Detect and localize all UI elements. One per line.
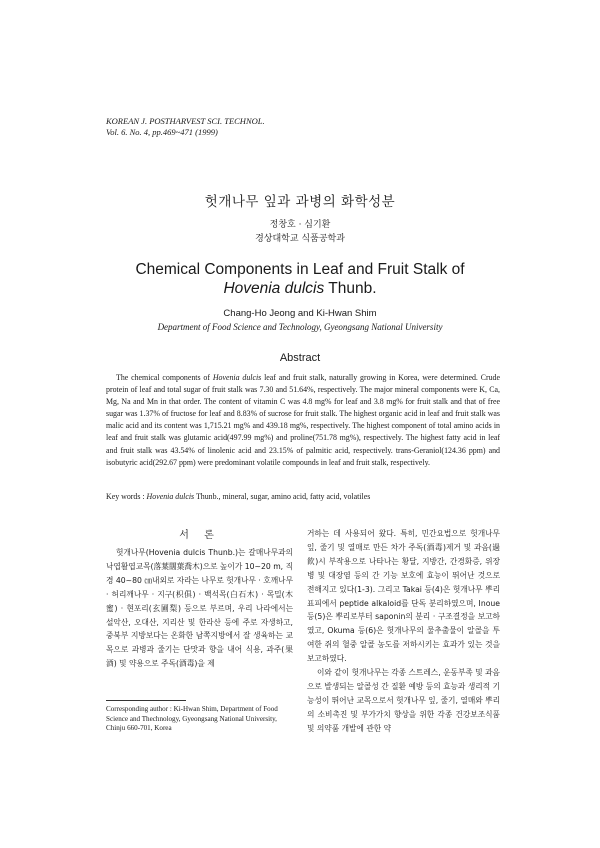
intro-paragraph-2: 이와 같이 헛개나무는 각종 스트레스, 운동부족 및 과음으로 발생되는 알콜성 간 질환 예방 등의 효능과 생리적 기능성이 뛰어난 교목으로서 헛개나무 잎, 줄기, 열매와 뿌리의 소비촉진 및 부가가치 향상을 위한 각종 건강보조식품 및 의약품 개발에 관한 약: [307, 668, 500, 733]
korean-title: 헛개나무 잎과 과병의 화학성분: [204, 194, 396, 210]
journal-volume: Vol. 6. No. 4, pp.469~471 (1999): [106, 127, 218, 137]
korean-affiliation: 경상대학교 식품공학과: [255, 234, 345, 244]
abstract-text-rest: leaf and fruit stalk, naturally growing in Korea, were determined. Crude protein of leaf and total sugar of fruit stalk was 7.30 and 51.64%, respectively. The major mineral components were K, Ca, Mg, Na and Mn in that order. The content of vitamin C was 4.8 mg% for leaf and 3.8 mg% for fruit stalk and that of free sugar was 1.37% of fructose for leaf and 8.83% of sucrose for fruit stalk. The highest organic acid in leaf and fruit stalk was malic acid and its content was 1,715.21 mg% and 439.18 mg%, respectively. The highest component of total amino acids in leaf and fruit stalk was glutamic acid(497.99 mg%) and proline(751.78 mg%), respectively. The highest fatty acid in leaf and fruit stalk was 43.54% of linolenic acid and 23.15% of palmitic acid, respectively. trans-Geraniol(124.36 ppm) and isobutyric acid(292.67 ppm) were predominant volatile compounds in leaf and fruit stalk, respectively.: [106, 373, 500, 467]
english-title: [0, 260, 600, 298]
keywords-label: Key words :: [106, 492, 147, 501]
intro-paragraph-1: 헛개나무(Hovenia dulcis Thunb.)는 갈매나무과의 낙엽활엽교목(落葉闊葉喬木)으로 높이가 10~20 m, 직경 40~80 ㎝내외로 자라는 나무로 헛개나무 · 호깨나무 · 허리깨나무 · 지구(枳俱) · 백석목(白石木) · 목밀(木蜜) · 현포리(玄圃梨) 등으로 부르며, 우리 나라에서는 설악산, 오대산, 지리산 및 한라산 등에 주로 자생하고, 중북부 지방보다는 온화한 남쪽지방에서 잘 생육하는 교목으로 과병과 줄기는 단맛과 향을 내어 식용, 과주(果酒) 및 약용으로 주독(酒毒)을 제: [106, 548, 293, 669]
abstract-body: [106, 372, 500, 469]
korean-authors: 정창호 · 심기환: [269, 220, 331, 230]
keywords-list: Thunb., mineral, sugar, amino acid, fatty acid, volatiles: [194, 492, 371, 501]
abstract-text-start: The chemical components of: [116, 373, 213, 382]
species-name: Hovenia dulcis: [223, 280, 325, 297]
corresponding-author-footnote: Corresponding author : Ki-Hwan Shim, Department of Food Science and Thechnology, Gyeongsang National University, Chinju 660-701, Korea: [106, 705, 278, 733]
english-affiliation: Department of Food Science and Technology, Gyeongsang National University: [157, 322, 443, 332]
keywords-species: Hovenia dulcis: [146, 492, 195, 501]
section-heading-introduction: 서 론: [179, 530, 220, 541]
intro-paragraph-1-continued: 거하는 데 사용되어 왔다. 특히, 민간요법으로 헛개나무 잎, 줄기 및 열매로 만든 차가 주독(酒毒)제거 및 과음(過飮)시 부작용으로 나타나는 황달, 지방간, 간경화증, 위장병 및 대장염 등의 간 기능 보호에 효능이 뛰어난 것으로 전해지고 있다(1-3). 그리고 Takai 등(4)은 헛개나무 뿌리 표피에서 peptide alkaloid를 단독 분리하였으며, Inoue 등(5)은 뿌리로부터 saponin의 분리 · 구조결정을 보고하였고, Okuma 등(6)은 헛개나무의 물추출물이 알콜을 투여한 쥐의 혈중 알콜 농도를 저하시키는 효과가 있는 것을 보고하였다.: [307, 529, 500, 664]
journal-citation: [106, 116, 265, 138]
left-column: [106, 546, 293, 671]
right-column: [307, 527, 500, 736]
species-authority: Thunb.: [324, 280, 377, 297]
abstract-species: Hovenia dulcis: [212, 373, 262, 382]
journal-name: KOREAN J. POSTHARVEST SCI. TECHNOL.: [106, 116, 265, 126]
english-authors: Chang-Ho Jeong and Ki-Hwan Shim: [223, 308, 377, 319]
english-title-line1: Chemical Components in Leaf and Fruit Stalk of: [135, 261, 465, 278]
korean-author-block: [0, 218, 600, 246]
abstract-heading: Abstract: [279, 352, 321, 364]
keywords: [106, 491, 500, 503]
english-title-line2: [0, 279, 600, 298]
footnote-divider: [106, 700, 186, 701]
